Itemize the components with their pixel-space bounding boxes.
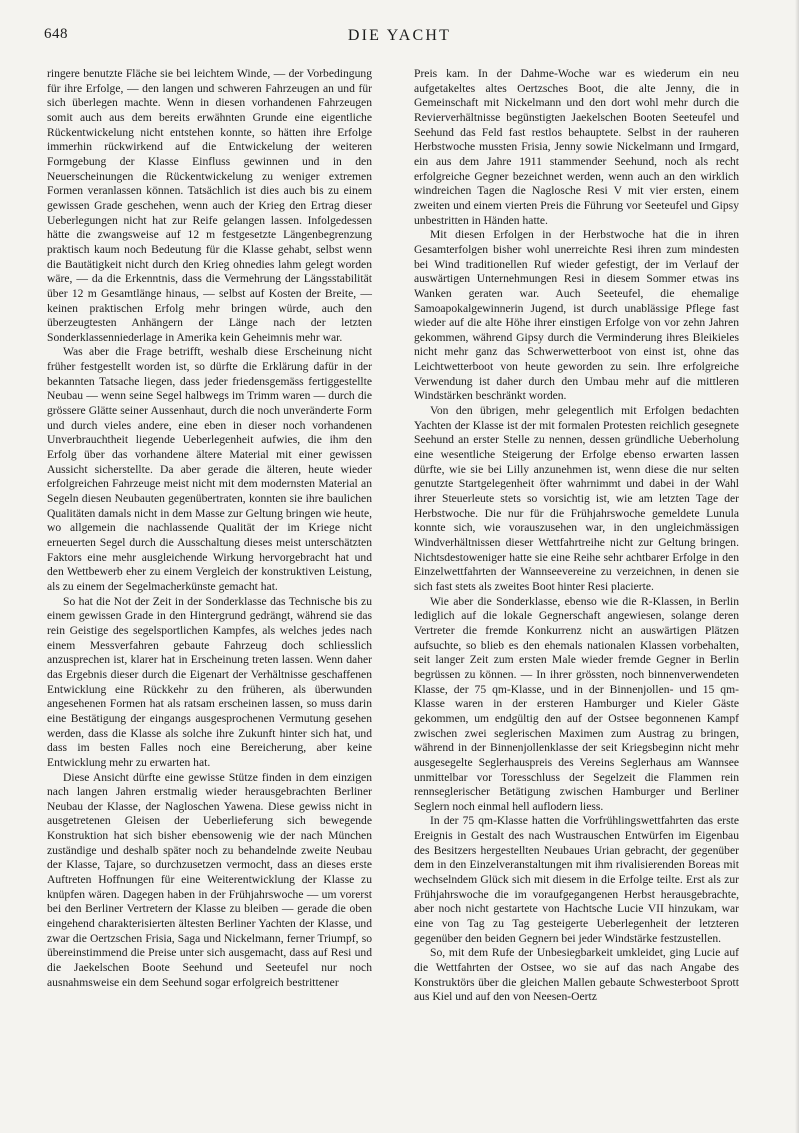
paragraph: Von den übrigen, mehr gelegentlich mit Erfolgen bedachten Yachten der Klasse ist der mit formalen Protesten reichlich gesegnete Seehund an erster Stelle zu nennen, dessen gründliche Ueberholung eine wesentliche Steigerung der Erfolge ebenso erwarten lassen dürfte, wie sie bei Lilly anzunehmen ist, wenn diese die nur selten genutzte Startgelegenheit öfter wahrnimmt und dabei in der Wahl ihrer Steuerleute stets so vorsichtig ist, wie am letzten Tage der Herbstwoche. Die nur für die Frühjahrswoche gemeldete Lunula konnte sich, wie vorauszusehen war, in den ungleichmässigen Windverhältnissen dieser Wettfahrtreihe nicht zur Geltung bringen. Nichtsdestoweniger hatte sie eine Reihe sehr achtbarer Erfolge in den Einzelwettfahrten der Wannseevereine zu verzeichnen, in denen sie sich fast stets als zweites Boot hinter Resi placierte.: [414, 404, 739, 593]
paragraph: Diese Ansicht dürfte eine gewisse Stütze finden in dem einzigen nach langen Jahren erstmalig wieder herausgebrachten Berliner Neubau der Klasse, der Nagloschen Yawena. Diese gewiss nicht in ausgetretenen Gleisen der Ueberlieferung sich bewegende Konstruktion hat sich bisher ebensowenig wie der nach München zuständige und deshalb später noch zu behandelnde zweite Neubau der Klasse, Tajare, so durchzusetzen vermocht, dass an dieses erste Auftreten Hoffnungen für eine Weiterentwicklung der Klasse zu knüpfen wären. Dagegen haben in der Frühjahrswoche — um vorerst bei den Berliner Vertretern der Klasse zu bleiben — gerade die oben eingehend charakterisierten ältesten Berliner Yachten der Klasse, und zwar die Oertzschen Frisia, Saga und Nickelmann, ferner Triumpf, so übereinstimmend die Preise unter sich ausgemacht, dass auf Resi und die Jaekelschen Boote Seehund und Seeteufel nur noch ausnahmsweise ein dem Seehund sogar erfolgreich bestrittener: [47, 770, 372, 989]
paragraph: So, mit dem Rufe der Unbesiegbarkeit umkleidet, ging Lucie auf die Wettfahrten der Ostsee, wo sie auf das nach Angabe des Konstruktörs über die gleichen Mallen gebaute Schwesterboot Sprott aus Kiel und auf den von Neesen-Oertz: [414, 946, 739, 1004]
paragraph: Was aber die Frage betrifft, weshalb diese Erscheinung nicht früher festgestellt worden ist, so dürfte die Erklärung dafür in der bekannten Tatsache liegen, dass jeder friedensgemäss fertiggestellte Neubau — wenn seine Segel halbwegs im Trimm waren — durch die grössere Glätte seiner Aussenhaut, durch die noch unveränderte Form und durch vieles andere, eine eben in dieser noch vorhandenen Unverbrauchtheit liegende Ueberlegenheit aufwies, die ihm den Erfolg über das vorhandene ältere Material mit einer gewissen Aussicht sicherstellte. Da aber gerade die älteren, heute wieder erfolgreichen Fahrzeuge meist nicht mit dem modernsten Material an Segeln diesen Neubauten gegenübertraten, konnten sie ihre baulichen Qualitäten damals nicht in dem Masse zur Geltung bringen wie heute, wo allgemein die nachlassende Qualität der im Kriege nicht erneuerten Segel durch die Ausschaltung dieses meist unterschätzten Faktors eine mehr ausgleichende Wirkung hervorgebracht hat und den Wettbewerb eher zu einem Vergleich der konstruktiven Leistung, als zu einem der Segelmacherkünste gemacht hat.: [47, 345, 372, 593]
left-column: [47, 67, 372, 990]
paragraph: Preis kam. In der Dahme-Woche war es wiederum ein neu aufgetakeltes altes Oertzsches Boot, die alte Jenny, die in Gemeinschaft mit Nickelmann und den dort wohl mehr durch die Revierverhältnisse begünstigten Jaekelschen Booten Seeteufel und Seehund das Feld fast restlos behauptete. Selbst in der rauheren Herbstwoche mussten Frisia, Jenny sowie Nickelmann und Irmgard, ein aus dem Jahre 1911 stammender Seehund, noch als recht erfolgreiche Gegner bezeichnet werden, wenn auch an den wirklich windreichen Tagen die Nagloschе Resi V mit vier ersten, einem zweiten und einem vierten Preis die Führung vor Seeteufel und Gipsy unbestritten in Händen hatte.: [414, 67, 739, 227]
page-edge-shadow: [795, 0, 799, 1133]
paragraph: In der 75 qm-Klasse hatten die Vorfrühlingswettfahrten das erste Ereignis in Gestalt des nach Wustrauschen Entwürfen im Eigenbau des Besitzers hergestellten Neubaues Urian gebracht, der gegenüber dem in den Einzelveranstaltungen mit ihm rivalisierenden Boreas mit wechselndem Glück sich mit diesem in die Erfolge teilte. Erst als zur Frühjahrswoche die im voraufgegangenen Herbst herausgebrachte, aber noch nicht gestartete von Hachtsche Lucie VII hinzukam, war eine von Tag zu Tag gesteigerte Ueberlegenheit der letzteren gegenüber den beiden Gegnern bei jeder Windstärke festzustellen.: [414, 814, 739, 945]
paragraph: Mit diesen Erfolgen in der Herbstwoche hat die in ihren Gesamterfolgen bisher wohl unerreichte Resi ihren zum mindesten bei Wind traditionellen Ruf wieder gefestigt, der im Verlauf der auswärtigen Unternehmungen Resi in diesem Sommer etwas ins Wanken geraten war. Auch Seeteufel, die ehemalige Samoapokalgewinnerin Jugend, ist durch unablässige Pflege fast wieder auf die alte Höhe ihrer einstigen Erfolge von vor zehn Jahren gekommen, während Gipsy durch die Verminderung ihres Bleikieles nicht mehr ganz das Schwerwetterboot von einst ist, ohne das Leichtwetterboot von heute geworden zu sein. Ihre erfolgreiche Verwendung ist daher durch den Umbau mehr auf die mittleren Windstärken beschränkt worden.: [414, 228, 739, 403]
right-column: [414, 67, 739, 1005]
paragraph: Wie aber die Sonderklasse, ebenso wie die R-Klassen, in Berlin lediglich auf die lokale Gegnerschaft angewiesen, solange deren Vertreter die fremde Konkurrenz nicht an auswärtigen Plätzen aufsuchte, so blieb es den ehemals nationalen Klassen vorbehalten, seit langer Zeit zum ersten Male wieder fremde Gegner in Berlin begrüssen zu können. — In ihrer grössten, noch binnenverwendeten Klasse, der 75 qm-Klasse, und in der Binnenjollen- und 15 qm-Klasse waren in der ersteren Hamburger und Kieler Gäste gekommen, um endgültig den auf der Ostsee begonnenen Kampf zwischen zwei seglerischen Maximen zum Austrag zu bringen, während in der Binnenjollenklasse der seit Kriegsbeginn nicht mehr ausgesegelte Seglerhauspreis des Vereins Seglerhaus am Wannsee unmittelbar vor Toresschluss der Segelzeit die Flammen rein rennseglerischer Betätigung zwischen Hamburger und Berliner Seglern noch einmal hell auflodern liess.: [414, 594, 739, 813]
paragraph: ringere benutzte Fläche sie bei leichtem Winde, — der Vorbedingung für ihre Erfolge, — den langen und schweren Fahrzeugen an und für sich überlegen machte. Wenn in diesen vorhandenen Fahrzeugen somit auch aus dem bereits erwähnten Grunde eine eigentliche Rückentwickelung nicht entstehen konnte, so hätten ihre Erfolge immerhin rückwirkend auf die Entwickelung der weiteren Formgebung der Klasse Einfluss gewinnen und in den Neuerscheinungen die Rückentwickelung zu weniger extremen Formen veranlassen können. Tatsächlich ist dies auch bis zu einem gewissen Grade geschehen, wenn auch der Krieg den Ertrag dieser Ueberlegungen nicht hat zur Reife gelangen lassen. Infolgedessen hätte die zwangsweise auf 12 m festgesetzte Längenbegrenzung praktisch kaum noch Bedeutung für die Klasse gehabt, selbst wenn die Bautätigkeit nicht durch den Krieg ohnedies lahm gelegt worden wäre, — da die Erkenntnis, dass die Vermehrung der Längsstabilität über 12 m Gesamtlänge hinaus, — selbst auf Kosten der Breite, — keinen praktischen Erfolg mehr bringen würde, auch den überzeugtesten Anhängern der Länge nach der letzten Sonderklassenniederlage in Amerika kein Geheimnis mehr war.: [47, 67, 372, 344]
running-title: DIE YACHT: [347, 27, 452, 44]
paragraph: So hat die Not der Zeit in der Sonderklasse das Technische bis zu einem gewissen Grade in den Hintergrund gedrängt, während sie das rein Geistige des segelsportlichen Kampfes, als welches jedes nach einem Messverfahren gebaute Fahrzeug doch schliesslich anzusprechen ist, klarer hat in Erscheinung treten lassen. Wenn daher das Ergebnis dieser durch die Eigenart der Verhältnisse geschaffenen Entwicklung eine Rückkehr zu den früheren, als überwunden angesehenen Formen hat als ratsam erscheinen lassen, so muss darin eine Bestätigung der eingangs ausgesprochenen Vermutung gesehen werden, dass die Klasse als solche ihre Zukunft hinter sich hat, und dass im besten Falles noch eine Bereicherung, aber keine Entwicklung mehr zu erwarten hat.: [47, 594, 372, 769]
page-number: 648: [44, 26, 68, 42]
